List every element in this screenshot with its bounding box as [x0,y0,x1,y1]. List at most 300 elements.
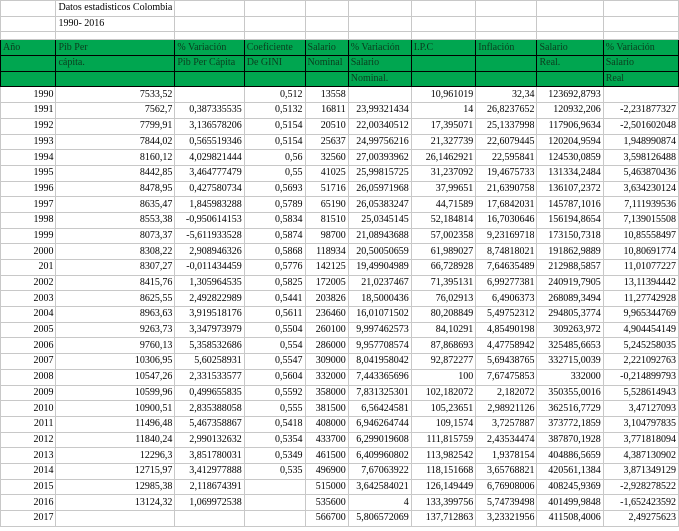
year-cell[interactable]: 2008 [1,369,56,385]
data-cell[interactable]: 3,464777479 [175,165,244,181]
data-cell[interactable]: 31,237092 [411,165,475,181]
data-cell[interactable]: 358000 [305,385,348,401]
data-cell[interactable]: 92,872277 [411,354,475,370]
data-cell[interactable]: 212988,5857 [537,260,603,276]
data-cell[interactable]: 123692,8793 [537,87,603,103]
data-cell[interactable]: 126,149449 [411,479,475,495]
data-cell[interactable]: 22,00340512 [348,118,411,134]
column-header-cell[interactable] [175,71,244,87]
data-cell[interactable]: 8073,37 [56,228,175,244]
data-cell[interactable]: -5,611933528 [175,228,244,244]
data-cell[interactable]: 7,139015508 [603,212,678,228]
year-cell[interactable]: 2003 [1,291,56,307]
data-cell[interactable]: 3,347973979 [175,322,244,338]
data-cell[interactable]: 404886,5659 [537,448,603,464]
data-cell[interactable]: 8415,76 [56,275,175,291]
data-cell[interactable]: 12715,97 [56,463,175,479]
data-cell[interactable]: 332715,0039 [537,354,603,370]
data-cell[interactable]: 8160,12 [56,150,175,166]
data-cell[interactable]: 7,64635489 [476,260,537,276]
column-header-cell[interactable]: % Variación [175,40,244,56]
data-cell[interactable]: 535600 [305,495,348,511]
data-cell[interactable]: 286000 [305,338,348,354]
data-cell[interactable]: -0,950614153 [175,212,244,228]
data-cell[interactable]: 3,23321956 [476,511,537,527]
data-cell[interactable]: 12985,38 [56,479,175,495]
data-cell[interactable]: 401499,9848 [537,495,603,511]
empty-cell[interactable] [175,32,244,40]
data-cell[interactable]: 0,427580734 [175,181,244,197]
data-cell[interactable]: 37,99651 [411,181,475,197]
data-cell[interactable]: 156194,8654 [537,212,603,228]
column-header-cell[interactable]: Nominal [305,56,348,72]
empty-cell[interactable] [244,1,305,17]
column-header-cell[interactable] [1,71,56,87]
data-cell[interactable]: 113,982542 [411,448,475,464]
column-header-cell[interactable] [244,71,305,87]
data-cell[interactable]: 8,041958042 [348,354,411,370]
data-cell[interactable]: 3,919518176 [175,307,244,323]
data-cell[interactable]: 0,5874 [244,228,305,244]
empty-cell[interactable] [476,1,537,17]
data-cell[interactable]: 496900 [305,463,348,479]
data-cell[interactable]: 25,0345145 [348,212,411,228]
data-cell[interactable]: 387870,1928 [537,432,603,448]
data-cell[interactable]: 0,5611 [244,307,305,323]
year-cell[interactable]: 2009 [1,385,56,401]
data-cell[interactable]: -2,501602048 [603,118,678,134]
year-cell[interactable]: 2012 [1,432,56,448]
data-cell[interactable]: 2,221092763 [603,354,678,370]
data-cell[interactable]: 11840,24 [56,432,175,448]
data-cell[interactable]: 124530,0859 [537,150,603,166]
data-cell[interactable] [348,87,411,103]
data-cell[interactable]: 22,6079445 [476,134,537,150]
data-cell[interactable]: 0,5789 [244,197,305,213]
empty-cell[interactable] [1,1,56,17]
data-cell[interactable]: 10599,96 [56,385,175,401]
data-cell[interactable]: 52,184814 [411,212,475,228]
column-header-cell[interactable]: cápita. [56,56,175,72]
data-cell[interactable]: 11,27742928 [603,291,678,307]
column-header-cell[interactable] [411,71,475,87]
data-cell[interactable]: 3,136578206 [175,118,244,134]
data-cell[interactable]: 13558 [305,87,348,103]
data-cell[interactable]: 84,10291 [411,322,475,338]
data-cell[interactable]: 4,387130902 [603,448,678,464]
empty-cell[interactable] [1,16,56,32]
data-cell[interactable]: 26,1462921 [411,150,475,166]
data-cell[interactable] [56,511,175,527]
data-cell[interactable]: 32,34 [476,87,537,103]
data-cell[interactable]: 131334,2484 [537,165,603,181]
data-cell[interactable]: 57,002358 [411,228,475,244]
data-cell[interactable]: 19,49904989 [348,260,411,276]
data-cell[interactable]: -1,652423592 [603,495,678,511]
column-header-cell[interactable]: Salario [305,40,348,56]
data-cell[interactable]: 7,67063922 [348,463,411,479]
data-cell[interactable]: 26,8237652 [476,103,537,119]
column-header-cell[interactable]: Salario [537,40,603,56]
data-cell[interactable]: 8,74818021 [476,244,537,260]
data-cell[interactable]: 14 [411,103,475,119]
empty-cell[interactable] [348,32,411,40]
data-cell[interactable]: 3,771818094 [603,432,678,448]
data-cell[interactable]: 2,331533577 [175,369,244,385]
data-cell[interactable]: 203826 [305,291,348,307]
data-cell[interactable]: 5,60258931 [175,354,244,370]
year-cell[interactable]: 2011 [1,416,56,432]
empty-cell[interactable] [411,1,475,17]
data-cell[interactable]: 0,554 [244,338,305,354]
data-cell[interactable]: 5,69438765 [476,354,537,370]
data-cell[interactable]: 21,08943688 [348,228,411,244]
year-cell[interactable]: 2007 [1,354,56,370]
column-header-cell[interactable]: Pib Per [56,40,175,56]
data-cell[interactable]: 4 [348,495,411,511]
data-cell[interactable]: 25,99815725 [348,165,411,181]
column-header-cell[interactable]: Real [603,71,678,87]
data-cell[interactable]: 17,395071 [411,118,475,134]
data-cell[interactable]: 81510 [305,212,348,228]
data-cell[interactable] [175,511,244,527]
data-cell[interactable]: 0,555 [244,401,305,417]
empty-cell[interactable] [537,1,603,17]
empty-cell[interactable] [411,32,475,40]
data-cell[interactable]: 6,76908006 [476,479,537,495]
data-cell[interactable]: 0,387335535 [175,103,244,119]
data-cell[interactable]: 0,56 [244,150,305,166]
data-cell[interactable]: 100 [411,369,475,385]
data-cell[interactable]: 21,327739 [411,134,475,150]
data-cell[interactable]: 3,851780031 [175,448,244,464]
data-cell[interactable]: 0,5604 [244,369,305,385]
data-cell[interactable]: 8635,47 [56,197,175,213]
data-cell[interactable]: 3,871349129 [603,463,678,479]
data-cell[interactable]: 0,565519346 [175,134,244,150]
data-cell[interactable]: 41025 [305,165,348,181]
data-cell[interactable]: 0,535 [244,463,305,479]
data-cell[interactable]: 16,01071502 [348,307,411,323]
column-header-cell[interactable] [476,71,537,87]
data-cell[interactable]: -0,214899793 [603,369,678,385]
data-cell[interactable]: 26,05971968 [348,181,411,197]
data-cell[interactable]: 362516,7729 [537,401,603,417]
data-cell[interactable]: 3,104797835 [603,416,678,432]
data-cell[interactable]: 12296,3 [56,448,175,464]
data-cell[interactable]: 27,00393962 [348,150,411,166]
data-cell[interactable]: 2,98921126 [476,401,537,417]
data-cell[interactable]: 3,642584021 [348,479,411,495]
data-cell[interactable]: 66,728928 [411,260,475,276]
data-cell[interactable]: 4,47758942 [476,338,537,354]
year-cell[interactable]: 2004 [1,307,56,323]
data-cell[interactable]: 2,835388058 [175,401,244,417]
data-cell[interactable]: 2,43534474 [476,432,537,448]
data-cell[interactable]: 10306,95 [56,354,175,370]
column-header-cell[interactable] [476,56,537,72]
data-cell[interactable]: 433700 [305,432,348,448]
data-cell[interactable]: 22,595841 [476,150,537,166]
data-cell[interactable]: 5,49752312 [476,307,537,323]
year-cell[interactable]: 1992 [1,118,56,134]
data-cell[interactable]: 51716 [305,181,348,197]
data-cell[interactable]: 145787,1016 [537,197,603,213]
data-cell[interactable] [603,87,678,103]
data-cell[interactable]: 240919,7905 [537,275,603,291]
data-cell[interactable]: 0,5349 [244,448,305,464]
data-cell[interactable]: 0,5776 [244,260,305,276]
data-cell[interactable]: 11,01077227 [603,260,678,276]
data-cell[interactable]: 120204,9594 [537,134,603,150]
column-header-cell[interactable]: Coeficiente [244,40,305,56]
data-cell[interactable]: -2,231877327 [603,103,678,119]
data-cell[interactable]: 9,965344769 [603,307,678,323]
year-cell[interactable]: 1991 [1,103,56,119]
data-cell[interactable]: 0,499655835 [175,385,244,401]
year-cell[interactable]: 2006 [1,338,56,354]
data-cell[interactable]: 8442,85 [56,165,175,181]
data-cell[interactable]: 7533,52 [56,87,175,103]
data-cell[interactable]: 332000 [305,369,348,385]
data-cell[interactable]: 0,5154 [244,134,305,150]
empty-cell[interactable] [476,16,537,32]
year-cell[interactable]: 2010 [1,401,56,417]
data-cell[interactable]: 0,5418 [244,416,305,432]
data-cell[interactable]: 19,4675733 [476,165,537,181]
year-cell[interactable]: 2013 [1,448,56,464]
data-cell[interactable]: 1,069972538 [175,495,244,511]
data-cell[interactable]: 0,5868 [244,244,305,260]
data-cell[interactable]: 25637 [305,134,348,150]
empty-cell[interactable] [603,16,678,32]
empty-cell[interactable] [537,16,603,32]
empty-cell[interactable] [348,16,411,32]
data-cell[interactable]: 0,512 [244,87,305,103]
data-cell[interactable]: 8625,55 [56,291,175,307]
data-cell[interactable]: 420561,1384 [537,463,603,479]
data-cell[interactable]: 9,997462573 [348,322,411,338]
year-cell[interactable]: 2017 [1,511,56,527]
column-header-cell[interactable] [305,71,348,87]
data-cell[interactable]: 172005 [305,275,348,291]
column-header-cell[interactable]: I.P.C [411,40,475,56]
data-cell[interactable]: 136107,2372 [537,181,603,197]
data-cell[interactable]: 0,5441 [244,291,305,307]
data-cell[interactable]: 142125 [305,260,348,276]
data-cell[interactable]: 332000 [537,369,603,385]
data-cell[interactable]: 18,5000436 [348,291,411,307]
data-cell[interactable]: 10547,26 [56,369,175,385]
data-cell[interactable]: 118,151668 [411,463,475,479]
data-cell[interactable]: 109,1574 [411,416,475,432]
data-cell[interactable]: 1,845983288 [175,197,244,213]
data-cell[interactable]: 4,904454149 [603,322,678,338]
column-header-cell[interactable]: % Variación [603,40,678,56]
data-cell[interactable]: 6,4906373 [476,291,537,307]
data-cell[interactable]: 26,05383247 [348,197,411,213]
data-cell[interactable] [244,511,305,527]
data-cell[interactable]: 6,946264744 [348,416,411,432]
empty-cell[interactable] [411,16,475,32]
column-header-cell[interactable] [1,56,56,72]
data-cell[interactable]: 0,5504 [244,322,305,338]
data-cell[interactable]: 309000 [305,354,348,370]
data-cell[interactable]: 7562,7 [56,103,175,119]
year-cell[interactable]: 1996 [1,181,56,197]
data-cell[interactable]: 44,71589 [411,197,475,213]
data-cell[interactable]: 0,5132 [244,103,305,119]
empty-cell[interactable] [244,32,305,40]
data-cell[interactable]: 6,299019608 [348,432,411,448]
data-cell[interactable]: 5,74739498 [476,495,537,511]
data-cell[interactable]: 16,7030646 [476,212,537,228]
data-cell[interactable]: 118934 [305,244,348,260]
data-cell[interactable]: 5,358532686 [175,338,244,354]
data-cell[interactable]: 5,467358867 [175,416,244,432]
data-cell[interactable]: 0,5834 [244,212,305,228]
column-header-cell[interactable] [537,71,603,87]
data-cell[interactable]: 6,56424581 [348,401,411,417]
data-cell[interactable]: 236460 [305,307,348,323]
data-cell[interactable]: 461500 [305,448,348,464]
empty-cell[interactable] [56,32,175,40]
data-cell[interactable]: 120932,206 [537,103,603,119]
data-cell[interactable]: 515000 [305,479,348,495]
data-cell[interactable]: 2,990132632 [175,432,244,448]
data-cell[interactable]: 4,85490198 [476,322,537,338]
empty-cell[interactable] [244,16,305,32]
data-cell[interactable]: 9,957708574 [348,338,411,354]
data-cell[interactable]: 32560 [305,150,348,166]
data-cell[interactable] [175,87,244,103]
year-cell[interactable]: 1997 [1,197,56,213]
data-cell[interactable]: 173150,7318 [537,228,603,244]
data-cell[interactable]: 9760,13 [56,338,175,354]
year-cell[interactable]: 201 [1,260,56,276]
data-cell[interactable]: 21,0237467 [348,275,411,291]
data-cell[interactable]: 13,11394442 [603,275,678,291]
data-cell[interactable]: 2,49275623 [603,511,678,527]
data-cell[interactable]: 80,208849 [411,307,475,323]
data-cell[interactable]: 7,831325301 [348,385,411,401]
year-cell[interactable]: 2000 [1,244,56,260]
empty-cell[interactable] [603,32,678,40]
data-cell[interactable]: 9,23169718 [476,228,537,244]
data-cell[interactable]: 24,99756216 [348,134,411,150]
data-cell[interactable]: 381500 [305,401,348,417]
data-cell[interactable]: 102,182072 [411,385,475,401]
data-cell[interactable] [244,495,305,511]
data-cell[interactable]: 10,80691774 [603,244,678,260]
data-cell[interactable]: 0,5693 [244,181,305,197]
data-cell[interactable]: 3,634230124 [603,181,678,197]
column-header-cell[interactable]: De GINI [244,56,305,72]
data-cell[interactable]: 105,23651 [411,401,475,417]
sheet-title-cell[interactable]: 1990- 2016 [56,16,175,32]
data-cell[interactable]: 373772,1859 [537,416,603,432]
data-cell[interactable]: 21,6390758 [476,181,537,197]
data-cell[interactable]: 16811 [305,103,348,119]
data-cell[interactable]: 7844,02 [56,134,175,150]
data-cell[interactable]: 111,815759 [411,432,475,448]
data-cell[interactable]: 76,02913 [411,291,475,307]
data-cell[interactable]: 2,492822989 [175,291,244,307]
data-cell[interactable]: 1,305964535 [175,275,244,291]
data-cell[interactable]: 5,463870436 [603,165,678,181]
data-cell[interactable]: 23,99321434 [348,103,411,119]
data-cell[interactable]: 7,111939536 [603,197,678,213]
data-cell[interactable] [244,479,305,495]
column-header-cell[interactable]: Año [1,40,56,56]
year-cell[interactable]: 2005 [1,322,56,338]
year-cell[interactable]: 1998 [1,212,56,228]
column-header-cell[interactable]: Nominal. [348,71,411,87]
year-cell[interactable]: 1995 [1,165,56,181]
empty-cell[interactable] [305,1,348,17]
empty-cell[interactable] [175,16,244,32]
data-cell[interactable]: 20,50050659 [348,244,411,260]
data-cell[interactable]: 0,5354 [244,432,305,448]
data-cell[interactable]: 3,598126488 [603,150,678,166]
data-cell[interactable]: 117906,9634 [537,118,603,134]
sheet-title-cell[interactable]: Datos estadisticos Colombia [56,1,175,17]
data-cell[interactable]: 1,948990874 [603,134,678,150]
data-cell[interactable]: 1,9378154 [476,448,537,464]
data-cell[interactable]: 350355,0016 [537,385,603,401]
year-cell[interactable]: 1990 [1,87,56,103]
data-cell[interactable]: 3,65768821 [476,463,537,479]
empty-cell[interactable] [537,32,603,40]
data-cell[interactable]: 260100 [305,322,348,338]
data-cell[interactable]: -2,928278522 [603,479,678,495]
data-cell[interactable]: 5,806572069 [348,511,411,527]
data-cell[interactable]: 2,118674391 [175,479,244,495]
data-cell[interactable]: 566700 [305,511,348,527]
data-cell[interactable]: 0,5154 [244,118,305,134]
column-header-cell[interactable] [56,71,175,87]
column-header-cell[interactable]: Salario [348,56,411,72]
data-cell[interactable]: 98700 [305,228,348,244]
data-cell[interactable]: 20510 [305,118,348,134]
data-cell[interactable]: 7,443365696 [348,369,411,385]
data-cell[interactable]: 87,868693 [411,338,475,354]
data-cell[interactable]: 61,989027 [411,244,475,260]
empty-cell[interactable] [175,1,244,17]
year-cell[interactable]: 1999 [1,228,56,244]
data-cell[interactable]: 0,55 [244,165,305,181]
column-header-cell[interactable]: Real. [537,56,603,72]
data-cell[interactable]: 3,7257887 [476,416,537,432]
year-cell[interactable]: 2016 [1,495,56,511]
year-cell[interactable]: 1993 [1,134,56,150]
data-cell[interactable]: 408245,9369 [537,479,603,495]
empty-cell[interactable] [305,16,348,32]
empty-cell[interactable] [476,32,537,40]
data-cell[interactable]: 6,99277381 [476,275,537,291]
column-header-cell[interactable]: % Variación [348,40,411,56]
data-cell[interactable]: 0,5547 [244,354,305,370]
empty-cell[interactable] [1,32,56,40]
data-cell[interactable]: 268089,3494 [537,291,603,307]
data-cell[interactable]: 9263,73 [56,322,175,338]
empty-cell[interactable] [348,1,411,17]
data-cell[interactable]: 2,182072 [476,385,537,401]
data-cell[interactable]: 13124,32 [56,495,175,511]
data-cell[interactable]: 191862,9889 [537,244,603,260]
data-cell[interactable]: 25,1337998 [476,118,537,134]
data-cell[interactable]: 133,399756 [411,495,475,511]
